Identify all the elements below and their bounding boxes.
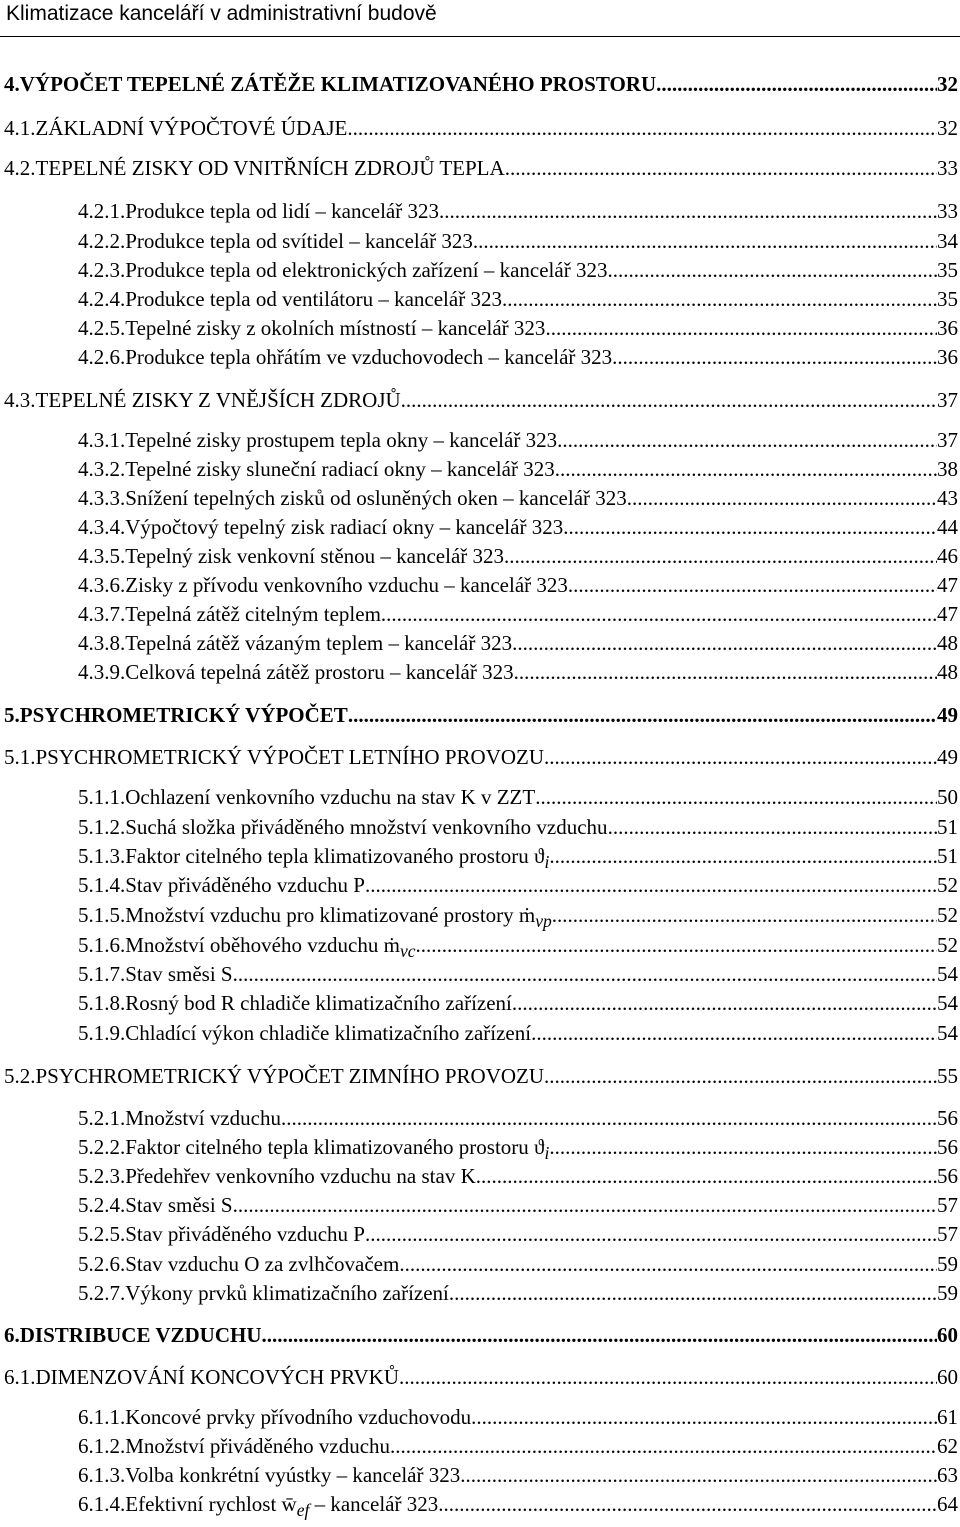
toc-entry-title: Volba konkrétní vyústky – kancelář 323 bbox=[125, 1463, 461, 1487]
toc-entry-title: Produkce tepla od elektronických zařízení – kancelář 323 bbox=[125, 258, 608, 282]
dot-leader bbox=[473, 229, 937, 254]
toc-entry[interactable] bbox=[78, 428, 958, 453]
toc-entry[interactable] bbox=[78, 287, 958, 312]
toc-entry-title: DIMENZOVÁNÍ KONCOVÝCH PRVKŮ bbox=[35, 1365, 399, 1389]
toc-entry-number: 4.3. bbox=[4, 388, 36, 412]
dot-leader bbox=[460, 1463, 937, 1488]
toc-entry[interactable] bbox=[4, 156, 958, 181]
toc-entry-number: 4.2.3. bbox=[78, 258, 126, 282]
toc-entry-page: 47 bbox=[937, 602, 958, 626]
toc-entry[interactable] bbox=[78, 457, 958, 482]
toc-entry-number: 5.2.3. bbox=[78, 1164, 126, 1188]
toc-entry-title: TEPELNÉ ZISKY Z VNĚJŠÍCH ZDROJŮ bbox=[35, 388, 401, 412]
toc-entry[interactable] bbox=[4, 1323, 958, 1348]
dot-leader bbox=[416, 933, 938, 958]
toc-entry[interactable] bbox=[78, 602, 958, 627]
toc-entry-number: 4.3.5. bbox=[78, 544, 126, 568]
toc-entry[interactable] bbox=[78, 1281, 958, 1306]
dot-leader bbox=[557, 428, 937, 453]
toc-entry-number: 4. bbox=[4, 72, 20, 96]
toc-entry[interactable] bbox=[78, 873, 958, 898]
toc-entry-page: 61 bbox=[937, 1405, 958, 1429]
toc-entry-title: Množství oběhového vzduchu ṁ$_{vc}$ bbox=[125, 933, 416, 962]
toc-entry-page: 59 bbox=[937, 1281, 958, 1305]
toc-entry-number: 4.3.1. bbox=[78, 428, 126, 452]
dot-leader bbox=[514, 660, 937, 685]
dot-leader bbox=[555, 457, 937, 482]
toc-entry-page: 56 bbox=[937, 1106, 958, 1130]
toc-entry-title: Faktor citelného tepla klimatizovaného prostoru $ϑ_i$ bbox=[125, 844, 550, 873]
dot-leader bbox=[531, 1021, 937, 1046]
toc-entry-page: 54 bbox=[937, 962, 958, 986]
toc-entry-page: 54 bbox=[937, 1021, 958, 1045]
toc-entry-page: 33 bbox=[937, 156, 958, 180]
toc-entry[interactable] bbox=[4, 703, 958, 728]
dot-leader bbox=[399, 1252, 937, 1277]
dot-leader bbox=[512, 991, 937, 1016]
toc-entry-page: 56 bbox=[937, 1164, 958, 1188]
dot-leader bbox=[549, 844, 937, 869]
toc-entry[interactable] bbox=[78, 631, 958, 656]
toc-entry-number: 5.1.9. bbox=[78, 1021, 126, 1045]
toc-entry-page: 60 bbox=[937, 1365, 958, 1389]
toc-entry-page: 52 bbox=[937, 903, 958, 927]
toc-entry-title: Tepelné zisky prostupem tepla okny – kancelář 323 bbox=[125, 428, 558, 452]
page-header-title: Klimatizace kanceláří v administrativní budově bbox=[6, 2, 437, 25]
toc-entry-title: Suchá složka přiváděného množství venkovního vzduchu bbox=[125, 815, 608, 839]
toc-entry-number: 5.1.6. bbox=[78, 933, 126, 957]
toc-entry-title: Výpočtový tepelný zisk radiací okny – kancelář 323 bbox=[125, 515, 564, 539]
toc-entry[interactable] bbox=[78, 1164, 958, 1189]
toc-entry-page: 56 bbox=[937, 1135, 958, 1159]
toc-entry-number: 4.1. bbox=[4, 116, 36, 140]
toc-entry-page: 49 bbox=[937, 745, 958, 769]
toc-entry[interactable] bbox=[78, 573, 958, 598]
toc-entry-title: Snížení tepelných zisků od osluněných oken – kancelář 323 bbox=[125, 486, 627, 510]
dot-leader bbox=[439, 199, 937, 224]
toc-entry-title: Množství vzduchu pro klimatizované prostory ṁ$_{vp}$ bbox=[125, 903, 552, 932]
toc-entry-page: 52 bbox=[937, 933, 958, 957]
toc-entry[interactable] bbox=[4, 72, 958, 97]
toc-entry-page: 57 bbox=[937, 1193, 958, 1217]
toc-entry-page: 60 bbox=[937, 1323, 958, 1347]
toc-entry-number: 4.2.6. bbox=[78, 345, 126, 369]
toc-entry[interactable] bbox=[78, 345, 958, 370]
dot-leader bbox=[544, 745, 937, 770]
toc-entry-page: 37 bbox=[937, 428, 958, 452]
toc-entry-page: 62 bbox=[937, 1434, 958, 1458]
toc-entry-title: Stav směsi S bbox=[125, 1193, 233, 1217]
toc-entry-title: Zisky z přívodu venkovního vzduchu – kancelář 323 bbox=[125, 573, 568, 597]
dot-leader bbox=[471, 1405, 937, 1430]
toc-entry-title: Předehřev venkovního vzduchu na stav K bbox=[125, 1164, 476, 1188]
dot-leader bbox=[552, 903, 937, 928]
dot-leader bbox=[365, 873, 937, 898]
toc-entry[interactable] bbox=[78, 258, 958, 283]
toc-entry-number: 4.3.4. bbox=[78, 515, 126, 539]
toc-entry[interactable] bbox=[78, 1405, 958, 1430]
dot-leader bbox=[535, 785, 937, 810]
toc-entry-title: Ochlazení venkovního vzduchu na stav K v ZZT bbox=[125, 785, 536, 809]
toc-entry-number: 6.1.4. bbox=[78, 1492, 126, 1516]
toc-entry-title: Tepelná zátěž vázaným teplem – kancelář 323 bbox=[125, 631, 513, 655]
toc-entry-page: 55 bbox=[937, 1064, 958, 1088]
toc-entry-title: Produkce tepla od ventilátoru – kancelář 323 bbox=[125, 287, 502, 311]
toc-entry[interactable] bbox=[78, 486, 958, 511]
toc-entry[interactable] bbox=[78, 844, 958, 873]
toc-entry-page: 50 bbox=[937, 785, 958, 809]
toc-entry-page: 38 bbox=[937, 457, 958, 481]
dot-leader bbox=[348, 703, 937, 728]
dot-leader bbox=[545, 316, 937, 341]
toc-entry-title: PSYCHROMETRICKÝ VÝPOČET bbox=[19, 703, 348, 727]
dot-leader bbox=[401, 388, 937, 413]
toc-entry[interactable] bbox=[78, 785, 958, 810]
toc-entry-title: Množství vzduchu bbox=[125, 1106, 281, 1130]
toc-entry-page: 48 bbox=[937, 660, 958, 684]
toc-entry-symbol-subscript: i bbox=[544, 1143, 550, 1164]
toc-entry[interactable] bbox=[78, 515, 958, 540]
dot-leader bbox=[544, 1064, 937, 1089]
dot-leader bbox=[449, 1281, 937, 1306]
toc-entry-title: PSYCHROMETRICKÝ VÝPOČET ZIMNÍHO PROVOZU bbox=[35, 1064, 545, 1088]
toc-entry-number: 4.3.2. bbox=[78, 457, 126, 481]
toc-entry-page: 44 bbox=[937, 515, 958, 539]
toc-entry-number: 4.3.9. bbox=[78, 660, 126, 684]
toc-entry[interactable] bbox=[78, 815, 958, 840]
toc-entry[interactable] bbox=[78, 962, 958, 987]
dot-leader bbox=[608, 815, 937, 840]
toc-entry-number: 5.1.8. bbox=[78, 991, 126, 1015]
toc-entry[interactable] bbox=[4, 1365, 958, 1390]
toc-entry-title: Rosný bod R chladiče klimatizačního zařízení bbox=[125, 991, 512, 1015]
toc-entry-number: 4.3.7. bbox=[78, 602, 126, 626]
toc-entry[interactable] bbox=[78, 1492, 958, 1521]
dot-leader bbox=[233, 962, 937, 987]
toc-entry[interactable] bbox=[4, 1064, 958, 1089]
dot-leader bbox=[563, 515, 937, 540]
toc-entry-title: VÝPOČET TEPELNÉ ZÁTĚŽE KLIMATIZOVANÉHO PROSTORU bbox=[19, 72, 657, 96]
toc-entry-page: 63 bbox=[937, 1463, 958, 1487]
toc-entry[interactable] bbox=[78, 991, 958, 1016]
toc-entry[interactable] bbox=[78, 1222, 958, 1247]
dot-leader bbox=[233, 1193, 937, 1218]
toc-entry[interactable] bbox=[78, 933, 958, 962]
toc-entry-title: Produkce tepla ohřátím ve vzduchovodech – kancelář 323 bbox=[125, 345, 613, 369]
toc-entry-page: 32 bbox=[937, 116, 958, 140]
toc-entry-page: 33 bbox=[937, 199, 958, 223]
toc-entry-number: 5.1. bbox=[4, 745, 36, 769]
toc-entry[interactable] bbox=[78, 903, 958, 932]
toc-entry-symbol-subscript: vc bbox=[399, 941, 416, 962]
toc-entry-page: 51 bbox=[937, 844, 958, 868]
toc-entry[interactable] bbox=[78, 1021, 958, 1046]
toc-entry-page: 36 bbox=[937, 345, 958, 369]
toc-entry-symbol-subscript: i bbox=[544, 852, 550, 873]
dot-leader bbox=[612, 345, 937, 370]
dot-leader bbox=[549, 1135, 937, 1160]
toc-entry-page: 52 bbox=[937, 873, 958, 897]
header-divider bbox=[0, 36, 960, 37]
toc-entry[interactable] bbox=[78, 1193, 958, 1218]
toc-entry-title: Tepelná zátěž citelným teplem bbox=[125, 602, 381, 626]
toc-entry-title: Koncové prvky přívodního vzduchovodu bbox=[125, 1405, 472, 1429]
toc-entry-title: PSYCHROMETRICKÝ VÝPOČET LETNÍHO PROVOZU bbox=[35, 745, 545, 769]
toc-entry[interactable] bbox=[78, 199, 958, 224]
toc-entry-title: Faktor citelného tepla klimatizovaného prostoru $ϑ_i$ bbox=[125, 1135, 550, 1164]
toc-entry-page: 36 bbox=[937, 316, 958, 340]
toc-entry[interactable] bbox=[4, 388, 958, 413]
toc-entry-number: 4.2.4. bbox=[78, 287, 126, 311]
toc-entry-title: Množství přiváděného vzduchu bbox=[125, 1434, 391, 1458]
toc-entry-title: Tepelné zisky sluneční radiací okny – kancelář 323 bbox=[125, 457, 555, 481]
toc-entry-number: 6.1.3. bbox=[78, 1463, 126, 1487]
toc-entry-number: 4.2. bbox=[4, 156, 36, 180]
dot-leader bbox=[281, 1106, 937, 1131]
dot-leader bbox=[504, 544, 937, 569]
toc-entry-title: Produkce tepla od svítidel – kancelář 323 bbox=[125, 229, 473, 253]
toc-entry-page: 51 bbox=[937, 815, 958, 839]
toc-entry-number: 5.2.4. bbox=[78, 1193, 126, 1217]
toc-entry-page: 37 bbox=[937, 388, 958, 412]
toc-entry-title: Stav přiváděného vzduchu P bbox=[125, 1222, 365, 1246]
toc-entry-title: DISTRIBUCE VZDUCHU bbox=[19, 1323, 262, 1347]
toc-entry-page: 47 bbox=[937, 573, 958, 597]
toc-entry-number: 5.1.7. bbox=[78, 962, 126, 986]
toc-entry-page: 35 bbox=[937, 287, 958, 311]
toc-entry-title: Výkony prvků klimatizačního zařízení bbox=[125, 1281, 449, 1305]
dot-leader bbox=[381, 602, 937, 627]
toc-entry-title: Stav směsi S bbox=[125, 962, 233, 986]
dot-leader bbox=[365, 1222, 937, 1247]
dot-leader bbox=[505, 156, 937, 181]
dot-leader bbox=[502, 287, 937, 312]
toc-entry-number: 4.3.8. bbox=[78, 631, 126, 655]
dot-leader bbox=[390, 1434, 937, 1459]
toc-entry-title: TEPELNÉ ZISKY OD VNITŘNÍCH ZDROJŮ TEPLA bbox=[35, 156, 505, 180]
toc-entry-title: Tepelný zisk venkovní stěnou – kancelář 323 bbox=[125, 544, 505, 568]
dot-leader bbox=[347, 116, 937, 141]
toc-entry-number: 5.2.6. bbox=[78, 1252, 126, 1276]
toc-entry-page: 32 bbox=[937, 72, 958, 96]
toc-entry[interactable] bbox=[78, 660, 958, 685]
toc-entry-page: 35 bbox=[937, 258, 958, 282]
toc-entry[interactable] bbox=[78, 1434, 958, 1459]
toc-entry-title: Tepelné zisky z okolních místností – kancelář 323 bbox=[125, 316, 546, 340]
toc-entry-page: 46 bbox=[937, 544, 958, 568]
toc-entry-title: Stav přiváděného vzduchu P bbox=[125, 873, 365, 897]
toc-entry-title: ZÁKLADNÍ VÝPOČTOVÉ ÚDAJE bbox=[35, 116, 348, 140]
dot-leader bbox=[399, 1365, 937, 1390]
toc-entry-page: 59 bbox=[937, 1252, 958, 1276]
toc-entry[interactable] bbox=[78, 544, 958, 569]
toc-entry-title-suffix: – kancelář 323 bbox=[309, 1492, 439, 1516]
toc-entry-title: Chladící výkon chladiče klimatizačního zařízení bbox=[125, 1021, 532, 1045]
toc-entry-number: 5.1.4. bbox=[78, 873, 126, 897]
dot-leader bbox=[627, 486, 937, 511]
toc-entry-number: 5.2.7. bbox=[78, 1281, 126, 1305]
toc-entry[interactable] bbox=[78, 1463, 958, 1488]
toc-entry[interactable] bbox=[4, 116, 958, 141]
toc-entry-symbol-subscript: vp bbox=[535, 911, 552, 932]
toc-entry-page: 57 bbox=[937, 1222, 958, 1246]
toc-entry-number: 6.1. bbox=[4, 1365, 36, 1389]
toc-entry-page: 54 bbox=[937, 991, 958, 1015]
toc-entry-page: 34 bbox=[937, 229, 958, 253]
toc-entry-number: 6.1.1. bbox=[78, 1405, 126, 1429]
dot-leader bbox=[438, 1492, 937, 1517]
toc-entry-number: 4.2.2. bbox=[78, 229, 126, 253]
toc-entry-title: Efektivní rychlost $w̄_{ef}$ – kancelář 323 bbox=[125, 1492, 439, 1521]
toc-entry-number: 5.1.3. bbox=[78, 844, 126, 868]
toc-entry-page: 43 bbox=[937, 486, 958, 510]
toc-entry-title: Stav vzduchu O za zvlhčovačem bbox=[125, 1252, 400, 1276]
toc-entry-symbol-subscript: ef bbox=[296, 1500, 310, 1521]
toc-entry[interactable] bbox=[78, 1135, 958, 1164]
dot-leader bbox=[568, 573, 937, 598]
toc-entry-page: 48 bbox=[937, 631, 958, 655]
dot-leader bbox=[656, 72, 937, 97]
toc-entry-number: 4.2.1. bbox=[78, 199, 126, 223]
toc-entry-number: 4.3.3. bbox=[78, 486, 126, 510]
toc-entry-number: 6. bbox=[4, 1323, 20, 1347]
toc-entry-number: 5.2.1. bbox=[78, 1106, 126, 1130]
toc-entry-number: 5. bbox=[4, 703, 20, 727]
toc-entry-number: 5.2. bbox=[4, 1064, 36, 1088]
toc-entry-number: 6.1.2. bbox=[78, 1434, 126, 1458]
dot-leader bbox=[262, 1323, 938, 1348]
toc-entry-number: 4.2.5. bbox=[78, 316, 126, 340]
toc-entry-page: 49 bbox=[937, 703, 958, 727]
toc-entry-number: 5.1.1. bbox=[78, 785, 126, 809]
dot-leader bbox=[512, 631, 937, 656]
toc-entry[interactable] bbox=[4, 745, 958, 770]
toc-entry[interactable] bbox=[78, 1252, 958, 1277]
toc-entry-number: 5.1.5. bbox=[78, 903, 126, 927]
toc-entry-number: 5.2.2. bbox=[78, 1135, 126, 1159]
toc-entry-title: Produkce tepla od lidí – kancelář 323 bbox=[125, 199, 439, 223]
toc-entry-title: Celková tepelná zátěž prostoru – kancelář 323 bbox=[125, 660, 514, 684]
toc-entry-number: 4.3.6. bbox=[78, 573, 126, 597]
toc-entry[interactable] bbox=[78, 1106, 958, 1131]
toc-entry-number: 5.2.5. bbox=[78, 1222, 126, 1246]
toc-entry[interactable] bbox=[78, 229, 958, 254]
toc-entry-page: 64 bbox=[937, 1492, 958, 1516]
toc-entry-number: 5.1.2. bbox=[78, 815, 126, 839]
toc-entry[interactable] bbox=[78, 316, 958, 341]
dot-leader bbox=[607, 258, 937, 283]
dot-leader bbox=[476, 1164, 937, 1189]
